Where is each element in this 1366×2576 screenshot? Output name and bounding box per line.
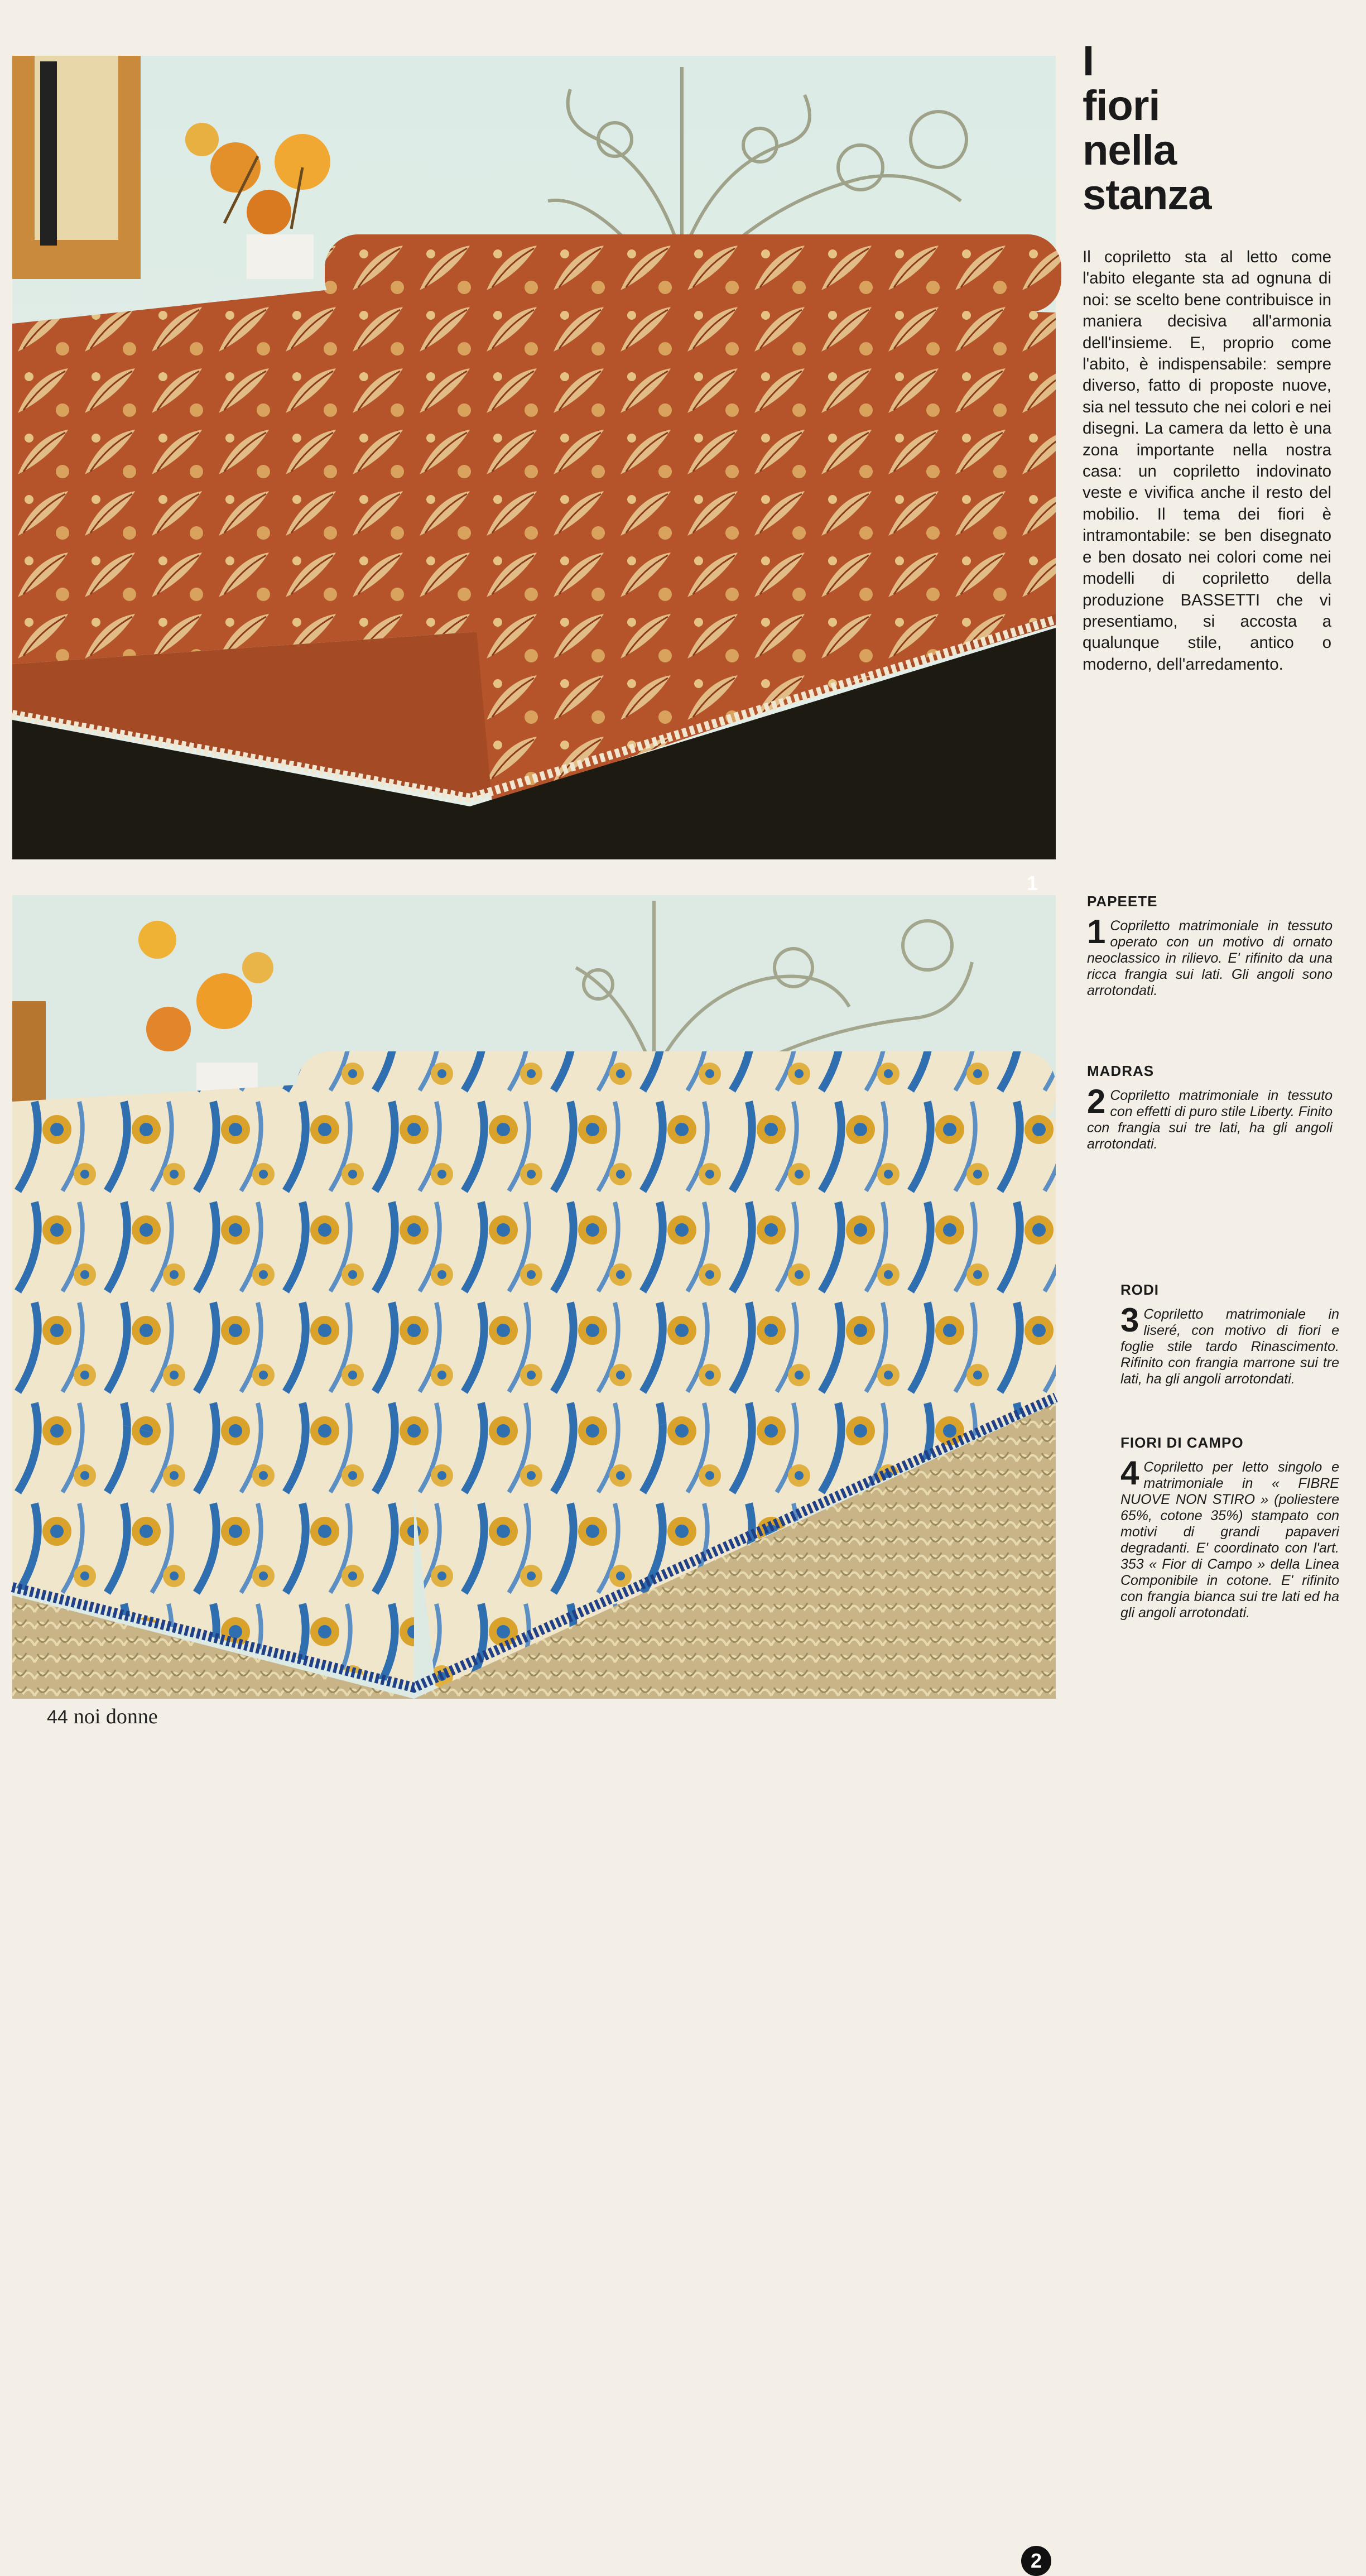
- photo2-illustration: [12, 895, 1056, 1699]
- caption-number: 4: [1120, 1454, 1139, 1492]
- headline-line-4: stanza: [1083, 171, 1211, 219]
- intro-paragraph: Il copriletto sta al letto come l'abito elegante sta ad ognuna di noi: se scelto bene contribuisce in maniera decisiva all'armonia dell'insieme. E, proprio come l'abito, è indispensabile: sempre diverso, fatto di proposte nuove, sia nel tessuto che nei colori e nei disegni. La camera da letto è una zona importante nella nostra casa: un copriletto indovinato veste e vivifica anche il resto del mobilio. Il tema dei fiori è intramontabile: se ben disegnato e ben dosato nei colori come nei modelli di copriletto della produzione BASSETTI che vi presentiamo, si accosta a qualunque stile, antico o moderno, dell'arredamento.: [1083, 248, 1331, 674]
- page-number: 44: [47, 1707, 68, 1728]
- caption-number: 3: [1120, 1301, 1139, 1339]
- caption-number: 1: [1087, 913, 1106, 950]
- caption-text: [1087, 1083, 1333, 1152]
- caption-title: RODI: [1120, 1281, 1159, 1298]
- caption-papeete: [1087, 893, 1333, 999]
- caption-title: FIORI DI CAMPO: [1120, 1434, 1244, 1451]
- caption-text: [1120, 1301, 1339, 1387]
- caption-rodi: [1120, 1281, 1339, 1387]
- caption-description: Copriletto per letto singolo e matrimoniale in « FIBRE NUOVE NON STIRO » (poliestere 65%, cotone 35%) stampato con motivi di grandi papaveri degradanti. E' coordinato con l'art. 353 « Fior di Campo » della Linea Componibile in cotone. E' rifinito con frangia bianca sui tre lati ed ha gli angoli arrotondati.: [1120, 1459, 1339, 1621]
- headline-line-2: fiori: [1083, 82, 1160, 129]
- photo-bedspread-papeete: [12, 56, 1056, 895]
- caption-title: MADRAS: [1087, 1063, 1155, 1079]
- caption-madras: [1087, 1063, 1333, 1152]
- caption-title: PAPEETE: [1087, 893, 1158, 910]
- headline-line-1: I: [1083, 37, 1094, 85]
- photo2-number: 2: [1021, 2546, 1051, 2576]
- photo1-number: 1: [1027, 872, 1038, 895]
- caption-fiori-di-campo: [1120, 1434, 1339, 1621]
- page-folio: [47, 1704, 158, 1729]
- caption-description: Copriletto matrimoniale in tessuto operato con un motivo di ornato neoclassico in rilievo. E' rifinito da una ricca frangia sui lati. Gli angoli sono arrotondati.: [1087, 918, 1333, 998]
- magazine-name: noi donne: [73, 1705, 158, 1728]
- caption-number: 2: [1087, 1083, 1106, 1120]
- article-headline: [1083, 39, 1350, 218]
- caption-text: [1087, 913, 1333, 999]
- headline-line-3: nella: [1083, 127, 1177, 174]
- photo1-illustration: [12, 56, 1056, 859]
- caption-description: Copriletto matrimoniale in tessuto con effetti di puro stile Liberty. Finito con frangia sui tre lati, ha gli angoli arrotondati.: [1087, 1088, 1333, 1152]
- caption-text: [1120, 1454, 1339, 1621]
- caption-description: Copriletto matrimoniale in liseré, con motivo di fiori e foglie stile tardo Rinascimento. Rifinito con frangia marrone sui tre lati, ha gli angoli arrotondati.: [1120, 1306, 1339, 1387]
